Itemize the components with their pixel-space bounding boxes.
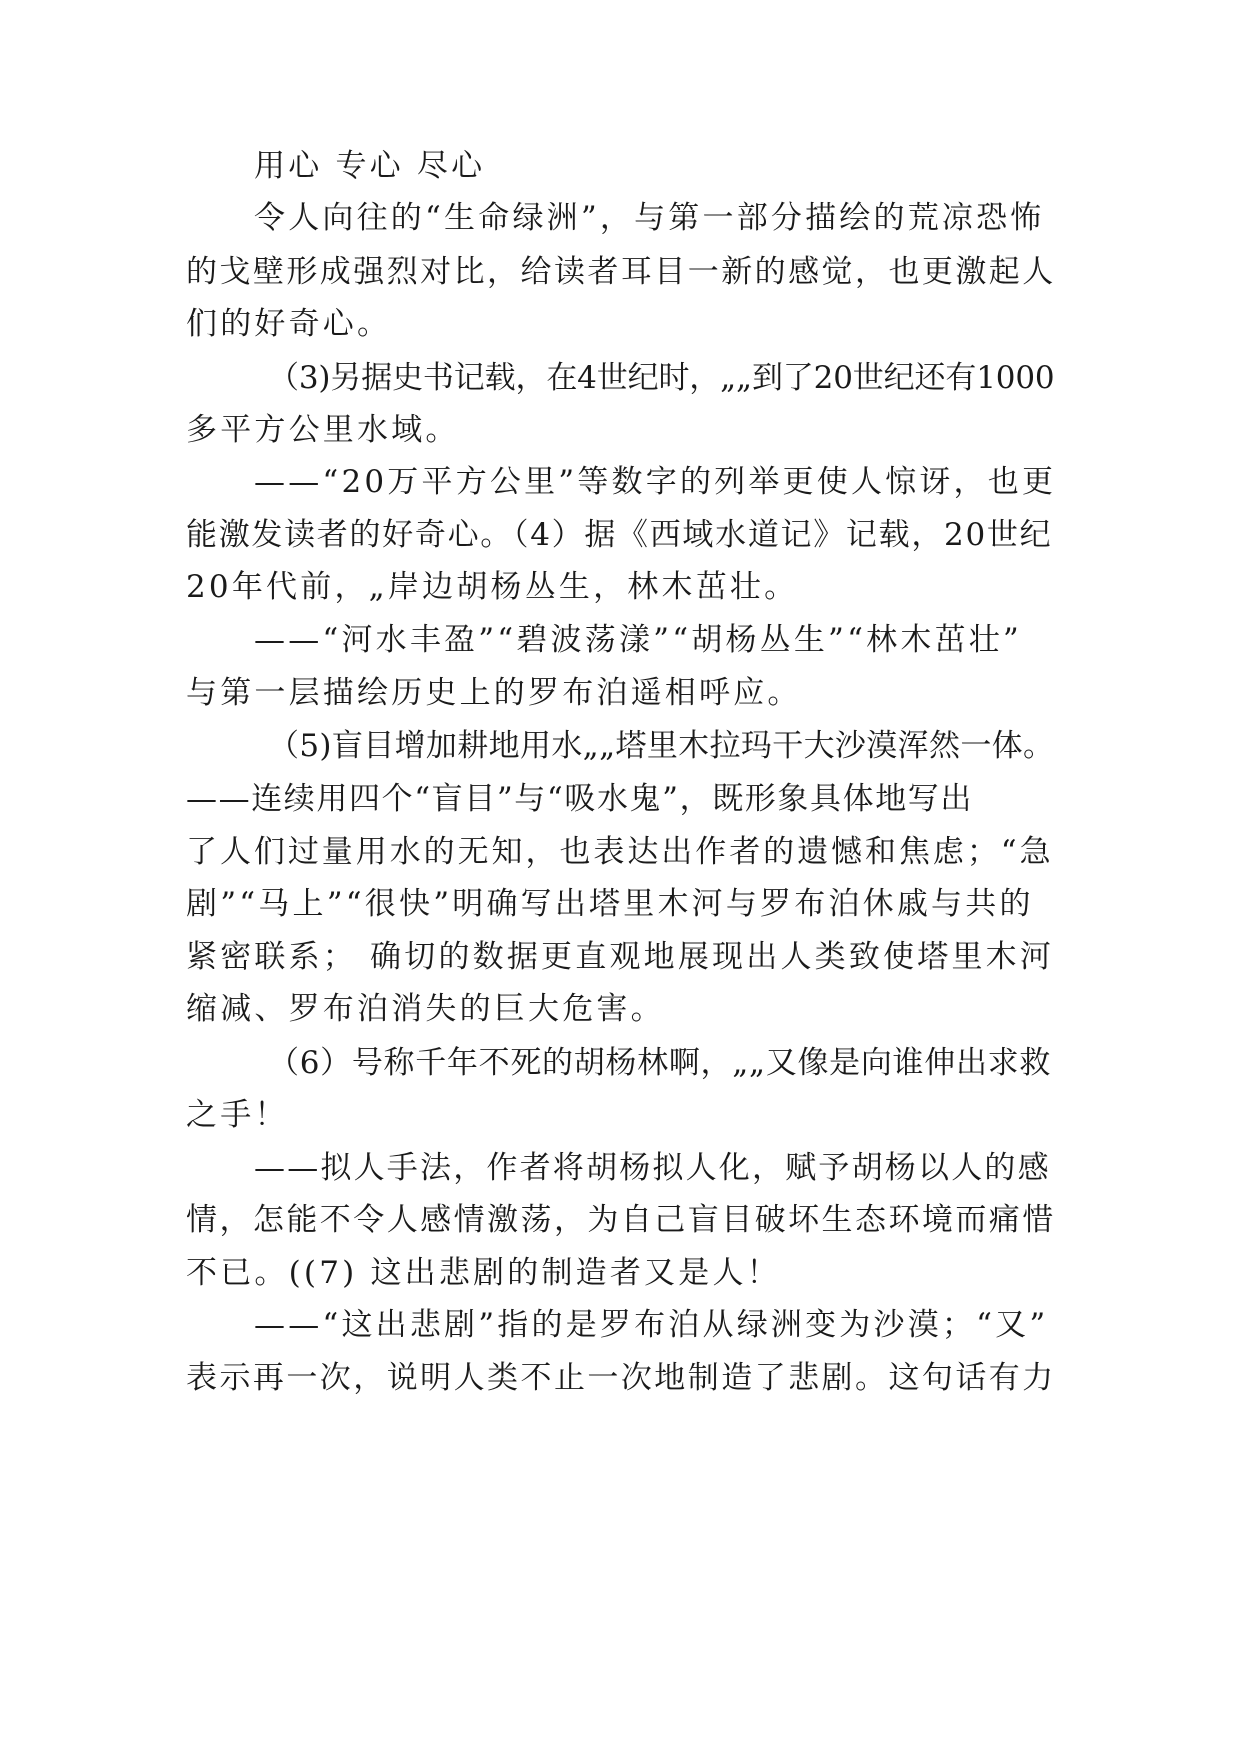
text-line-5: （3)另据史书记载，在4世纪时，„„到了20世纪还有1000: [268, 360, 1055, 396]
text-line-1: 用心 专心 尽心: [254, 148, 486, 184]
text-line-17: 缩减、罗布泊消失的巨大危害。: [186, 991, 665, 1027]
text-line-8: 能激发读者的好奇心。（4）据《西域水道记》记载，20世纪: [186, 517, 1053, 553]
text-line-16: 紧密联系； 确切的数据更直观地展现出人类致使塔里木河: [186, 939, 1055, 975]
text-line-12: （5)盲目增加耕地用水„„塔里木拉玛干大沙漠浑然一体。: [268, 728, 1055, 764]
text-line-20: ——拟人手法，作者将胡杨拟人化，赋予胡杨以人的感: [254, 1150, 1051, 1186]
text-line-18: （6）号称千年不死的胡杨林啊，„„又像是向谁伸出求救: [268, 1045, 1052, 1081]
text-line-11: 与第一层描绘历史上的罗布泊遥相呼应。: [186, 675, 802, 711]
text-line-19: 之手！: [186, 1097, 289, 1133]
text-line-4: 们的好奇心。: [186, 306, 392, 342]
text-line-7: ——“20万平方公里”等数字的列举更使人惊讶，也更: [254, 464, 1057, 500]
text-line-6: 多平方公里水域。: [186, 412, 460, 448]
text-line-14: 了人们过量用水的无知，也表达出作者的遗憾和焦虑；“急: [186, 834, 1054, 870]
text-line-24: 表示再一次，说明人类不止一次地制造了悲剧。这句话有力: [186, 1360, 1056, 1396]
text-line-2: 令人向往的“生命绿洲”，与第一部分描绘的荒凉恐怖: [254, 200, 1045, 236]
text-line-21: 情，怎能不令人感情激荡，为自己盲目破坏生态环境而痛惜: [186, 1202, 1056, 1238]
text-line-15: 剧”“马上”“很快”明确写出塔里木河与罗布泊休戚与共的: [186, 886, 1034, 922]
text-line-10: ——“河水丰盈”“碧波荡漾”“胡杨丛生”“林木茁壮”: [254, 622, 1022, 658]
text-line-13: ——连续用四个“盲目”与“吸水鬼”，既形象具体地写出: [186, 781, 973, 817]
text-line-23: ——“这出悲剧”指的是罗布泊从绿洲变为沙漠；“又”: [254, 1307, 1049, 1343]
text-line-22: 不已。((7) 这出悲剧的制造者又是人！: [186, 1255, 781, 1291]
text-line-3: 的戈壁形成强烈对比，给读者耳目一新的感觉，也更激起人: [186, 254, 1056, 290]
text-line-9: 20年代前，„岸边胡杨丛生，林木茁壮。: [186, 569, 799, 605]
